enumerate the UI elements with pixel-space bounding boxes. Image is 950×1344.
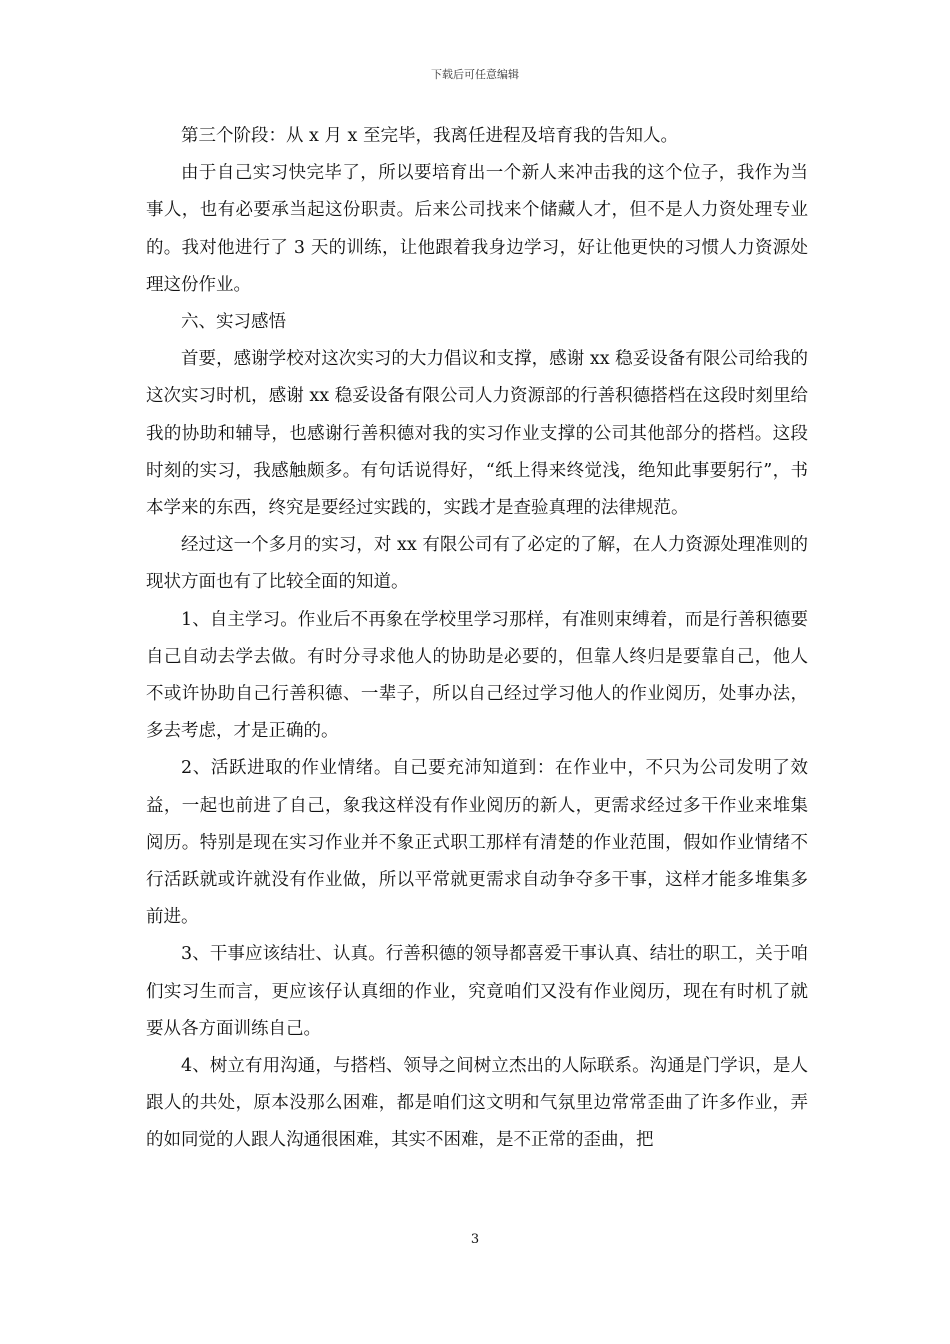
paragraph: 2、活跃进取的作业情绪。自己要充沛知道到：在作业中，不只为公司发明了效益，一起也前进了自己，象我这样没有作业阅历的新人，更需求经过多干作业来堆集阅历。特别是现在实习作业并不象正式职工那样有清楚的作业范围，假如作业情绪不行活跃就或许就没有作业做，所以平常就更需求自动争夺多干事，这样才能多堆集多前进。	[146, 758, 808, 928]
paragraph: 第三个阶段：从 x 月 x 至完毕，我离任进程及培育我的告知人。	[181, 126, 678, 146]
page-number: 3	[470, 1232, 480, 1247]
paragraph: 经过这一个多月的实习，对 xx 有限公司有了必定的了解，在人力资源处理准则的现状方面也有了比较全面的知道。	[146, 535, 808, 593]
paragraph: 4、树立有用沟通，与搭档、领导之间树立杰出的人际联系。沟通是门学识，是人跟人的共处，原本没那么困难，都是咱们这文明和气氛里边常常歪曲了许多作业，弄的如同觉的人跟人沟通很困难，其实不困难，是不正常的歪曲，把	[146, 1056, 808, 1151]
paragraph: 1、自主学习。作业后不再象在学校里学习那样，有准则束缚着，而是行善积德要自己自动去学去做。有时分寻求他人的协助是必要的，但靠人终归是要靠自己，他人不或许协助自己行善积德、一辈子，所以自己经过学习他人的作业阅历，处事办法，多去考虑，才是正确的。	[146, 609, 808, 742]
page-header: 下载后可任意编辑	[431, 68, 519, 81]
section-heading: 六、实习感悟	[181, 312, 286, 333]
paragraph: 首要，感谢学校对这次实习的大力倡议和支撑，感谢 xx 稳妥设备有限公司给我的这次实习时机，感谢 xx 稳妥设备有限公司人力资源部的行善积德搭档在这段时刻里给我的协助和辅导，也感谢行善积德对我的实习作业支撑的公司其他部分的搭档。这段时刻的实习，我感触颇多。有句话说得好，“纸上得来终觉浅，绝知此事要躬行”，书本学来的东西，终究是要经过实践的，实践才是查验真理的法律规范。	[146, 349, 808, 519]
paragraph: 3、干事应该结壮、认真。行善积德的领导都喜爱干事认真、结壮的职工，关于咱们实习生而言，更应该仔认真细的作业，究竟咱们又没有作业阅历，现在有时机了就要从各方面训练自己。	[146, 944, 808, 1039]
document-body	[146, 118, 808, 1160]
paragraph: 由于自己实习快完毕了，所以要培育出一个新人来冲击我的这个位子，我作为当事人，也有必要承当起这份职责。后来公司找来个储藏人才，但不是人力资处理专业的。我对他进行了 3 天的训练，让他跟着我身边学习，好让他更快的习惯人力资源处理这份作业。	[146, 163, 808, 295]
